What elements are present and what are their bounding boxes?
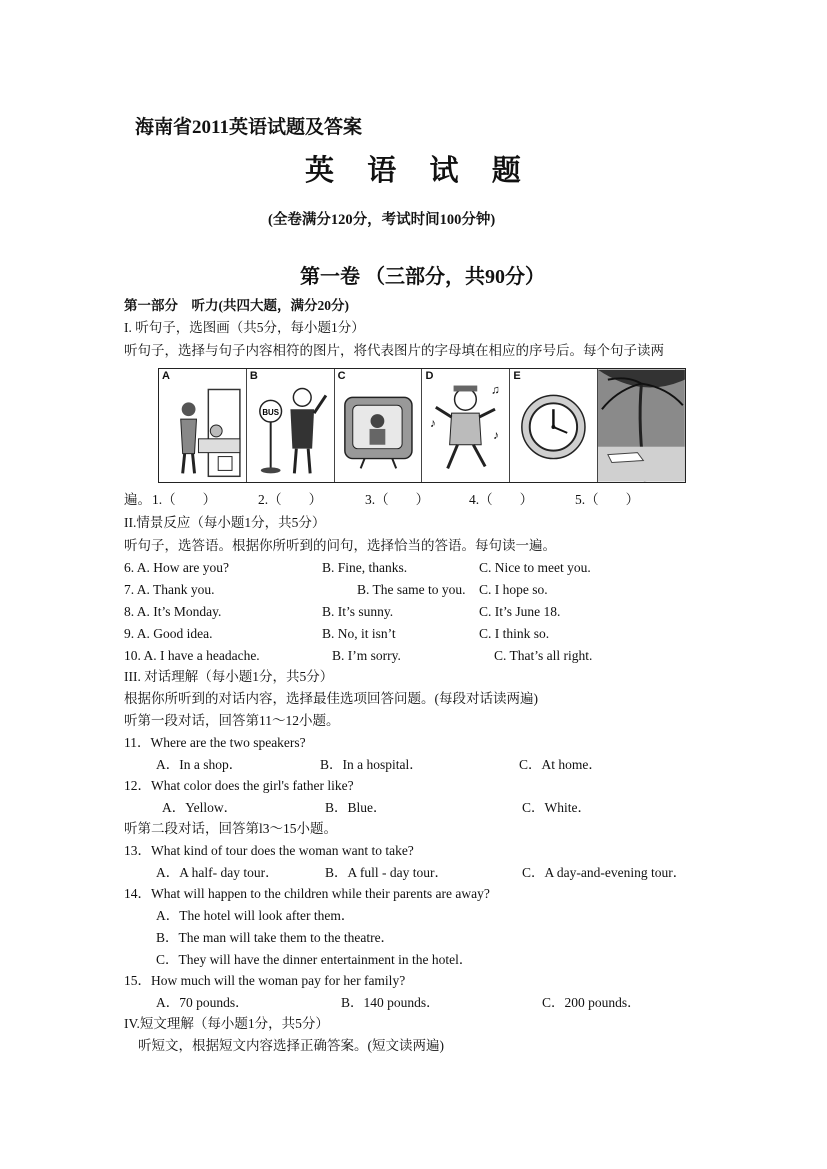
section2-instruction: 听句子，选答语。根据你所听到的问句，选择恰当的答语。每句读一遍。 [124,538,556,553]
picture-e [510,369,598,482]
q10-option-c: C. That’s all right. [494,648,593,663]
singing-boy-illustration [422,369,509,482]
picture-label: B [249,370,258,382]
section1-title: I. 听句子，选图画（共5分，每小题1分） [124,320,365,335]
q6-option-a: 6. A. How are you? [124,560,229,575]
hospital-visit-illustration [159,369,246,482]
section2-title: II.情景反应（每小题1分，共5分） [124,515,326,530]
beach-scene-illustration [598,369,685,482]
picture-label: D [425,370,434,382]
exam-subtitle: (全卷满分120分，考试时间100分钟) [268,212,496,228]
picture-label: A [162,370,170,382]
answer-blank-2[interactable]: 2.（ ） [258,492,323,507]
q6-option-b: B. Fine, thanks. [322,560,408,575]
television-illustration [335,369,422,482]
q12-option-c: C．White． [522,800,591,815]
q13-option-a: A．A half- day tour． [156,865,279,880]
picture-label: E [513,370,521,382]
section3-instruction: 根据你所听到的对话内容，选择最佳选项回答问题。(每段对话读两遍) [124,691,538,706]
q14-stem: 14．What will happen to the children while their parents are away? [124,886,490,901]
q15-option-c: C．200 pounds． [542,995,641,1010]
document-heading: 海南省2011英语试题及答案 [135,117,362,138]
q12-stem: 12．What color does the girl's father like? [124,778,354,793]
clock-illustration [510,369,597,482]
q12-option-a: A．Yellow． [162,800,238,815]
picture-b [247,369,335,482]
part1-heading: 第一部分 听力(共四大题，满分20分) [124,298,349,313]
q8-option-a: 8. A. It’s Monday. [124,604,222,619]
music-note-icon: ♫ [491,382,501,397]
dialogue2-intro: 听第二段对话，回答第l3～15小题。 [124,821,338,836]
q11-option-b: B．In a hospital． [320,757,423,772]
q14-option-c: C．They will have the dinner entertainment in the hotel． [156,952,473,967]
answer-blank-1[interactable]: 1.（ ） [152,492,217,507]
picture-c [335,369,423,482]
picture-strip [158,368,686,483]
q9-option-c: C. I think so. [479,626,550,641]
q9-option-a: 9. A. Good idea. [124,626,213,641]
q7-option-c: C. I hope so. [479,582,548,597]
q8-option-b: B. It’s sunny. [322,604,394,619]
q13-option-b: B．A full - day tour． [325,865,448,880]
dialogue1-intro: 听第一段对话，回答第11～12小题。 [124,713,340,728]
q15-option-b: B．140 pounds． [341,995,440,1010]
q6-option-c: C. Nice to meet you. [479,560,591,575]
section1-instruction: 听句子，选择与句子内容相符的图片，将代表图片的字母填在相应的序号后。每个句子读两 [124,343,664,358]
q9-option-b: B. No, it isn’t [322,626,396,641]
answer-blank-5[interactable]: 5.（ ） [575,492,640,507]
q14-option-b: B．The man will take them to the theatre． [156,930,395,945]
q11-stem: 11．Where are the two speakers? [124,735,306,750]
q7-option-a: 7. A. Thank you. [124,582,215,597]
q12-option-b: B．Blue． [325,800,387,815]
q13-stem: 13．What kind of tour does the woman want to take? [124,843,414,858]
volume-title: 第一卷 （三部分，共90分） [300,266,545,288]
q7-option-b: B. The same to you. [357,582,466,597]
q10-option-a: 10. A. I have a headache. [124,648,260,663]
music-note-icon: ♪ [430,415,437,430]
answer-blank-3[interactable]: 3.（ ） [365,492,430,507]
q13-option-c: C．A day-and-evening tour． [522,865,687,880]
q15-option-a: A．70 pounds． [156,995,249,1010]
picture-a [159,369,247,482]
bus-sign-text: BUS [262,408,279,418]
q10-option-b: B. I’m sorry. [332,648,401,663]
q11-option-c: C．At home． [519,757,602,772]
q8-option-c: C. It’s June 18. [479,604,561,619]
main-title: 英 语 试 题 [305,155,534,187]
picture-label: C [337,370,346,382]
music-note-icon: ♪ [493,427,500,442]
picture-f [598,369,685,482]
answer-blank-4[interactable]: 4.（ ） [469,492,534,507]
section1-instruction-continued: 遍。 [124,492,151,507]
section4-title: IV.短文理解（每小题1分，共5分） [124,1016,329,1031]
section3-title: III. 对话理解（每小题1分，共5分） [124,669,334,684]
q11-option-a: A．In a shop． [156,757,243,772]
picture-d [422,369,510,482]
q14-option-a: A．The hotel will look after them． [156,908,355,923]
q15-stem: 15．How much will the woman pay for her family? [124,973,406,988]
bus-stop-illustration [247,369,334,482]
section4-instruction: 听短文，根据短文内容选择正确答案。(短文读两遍) [138,1038,444,1053]
